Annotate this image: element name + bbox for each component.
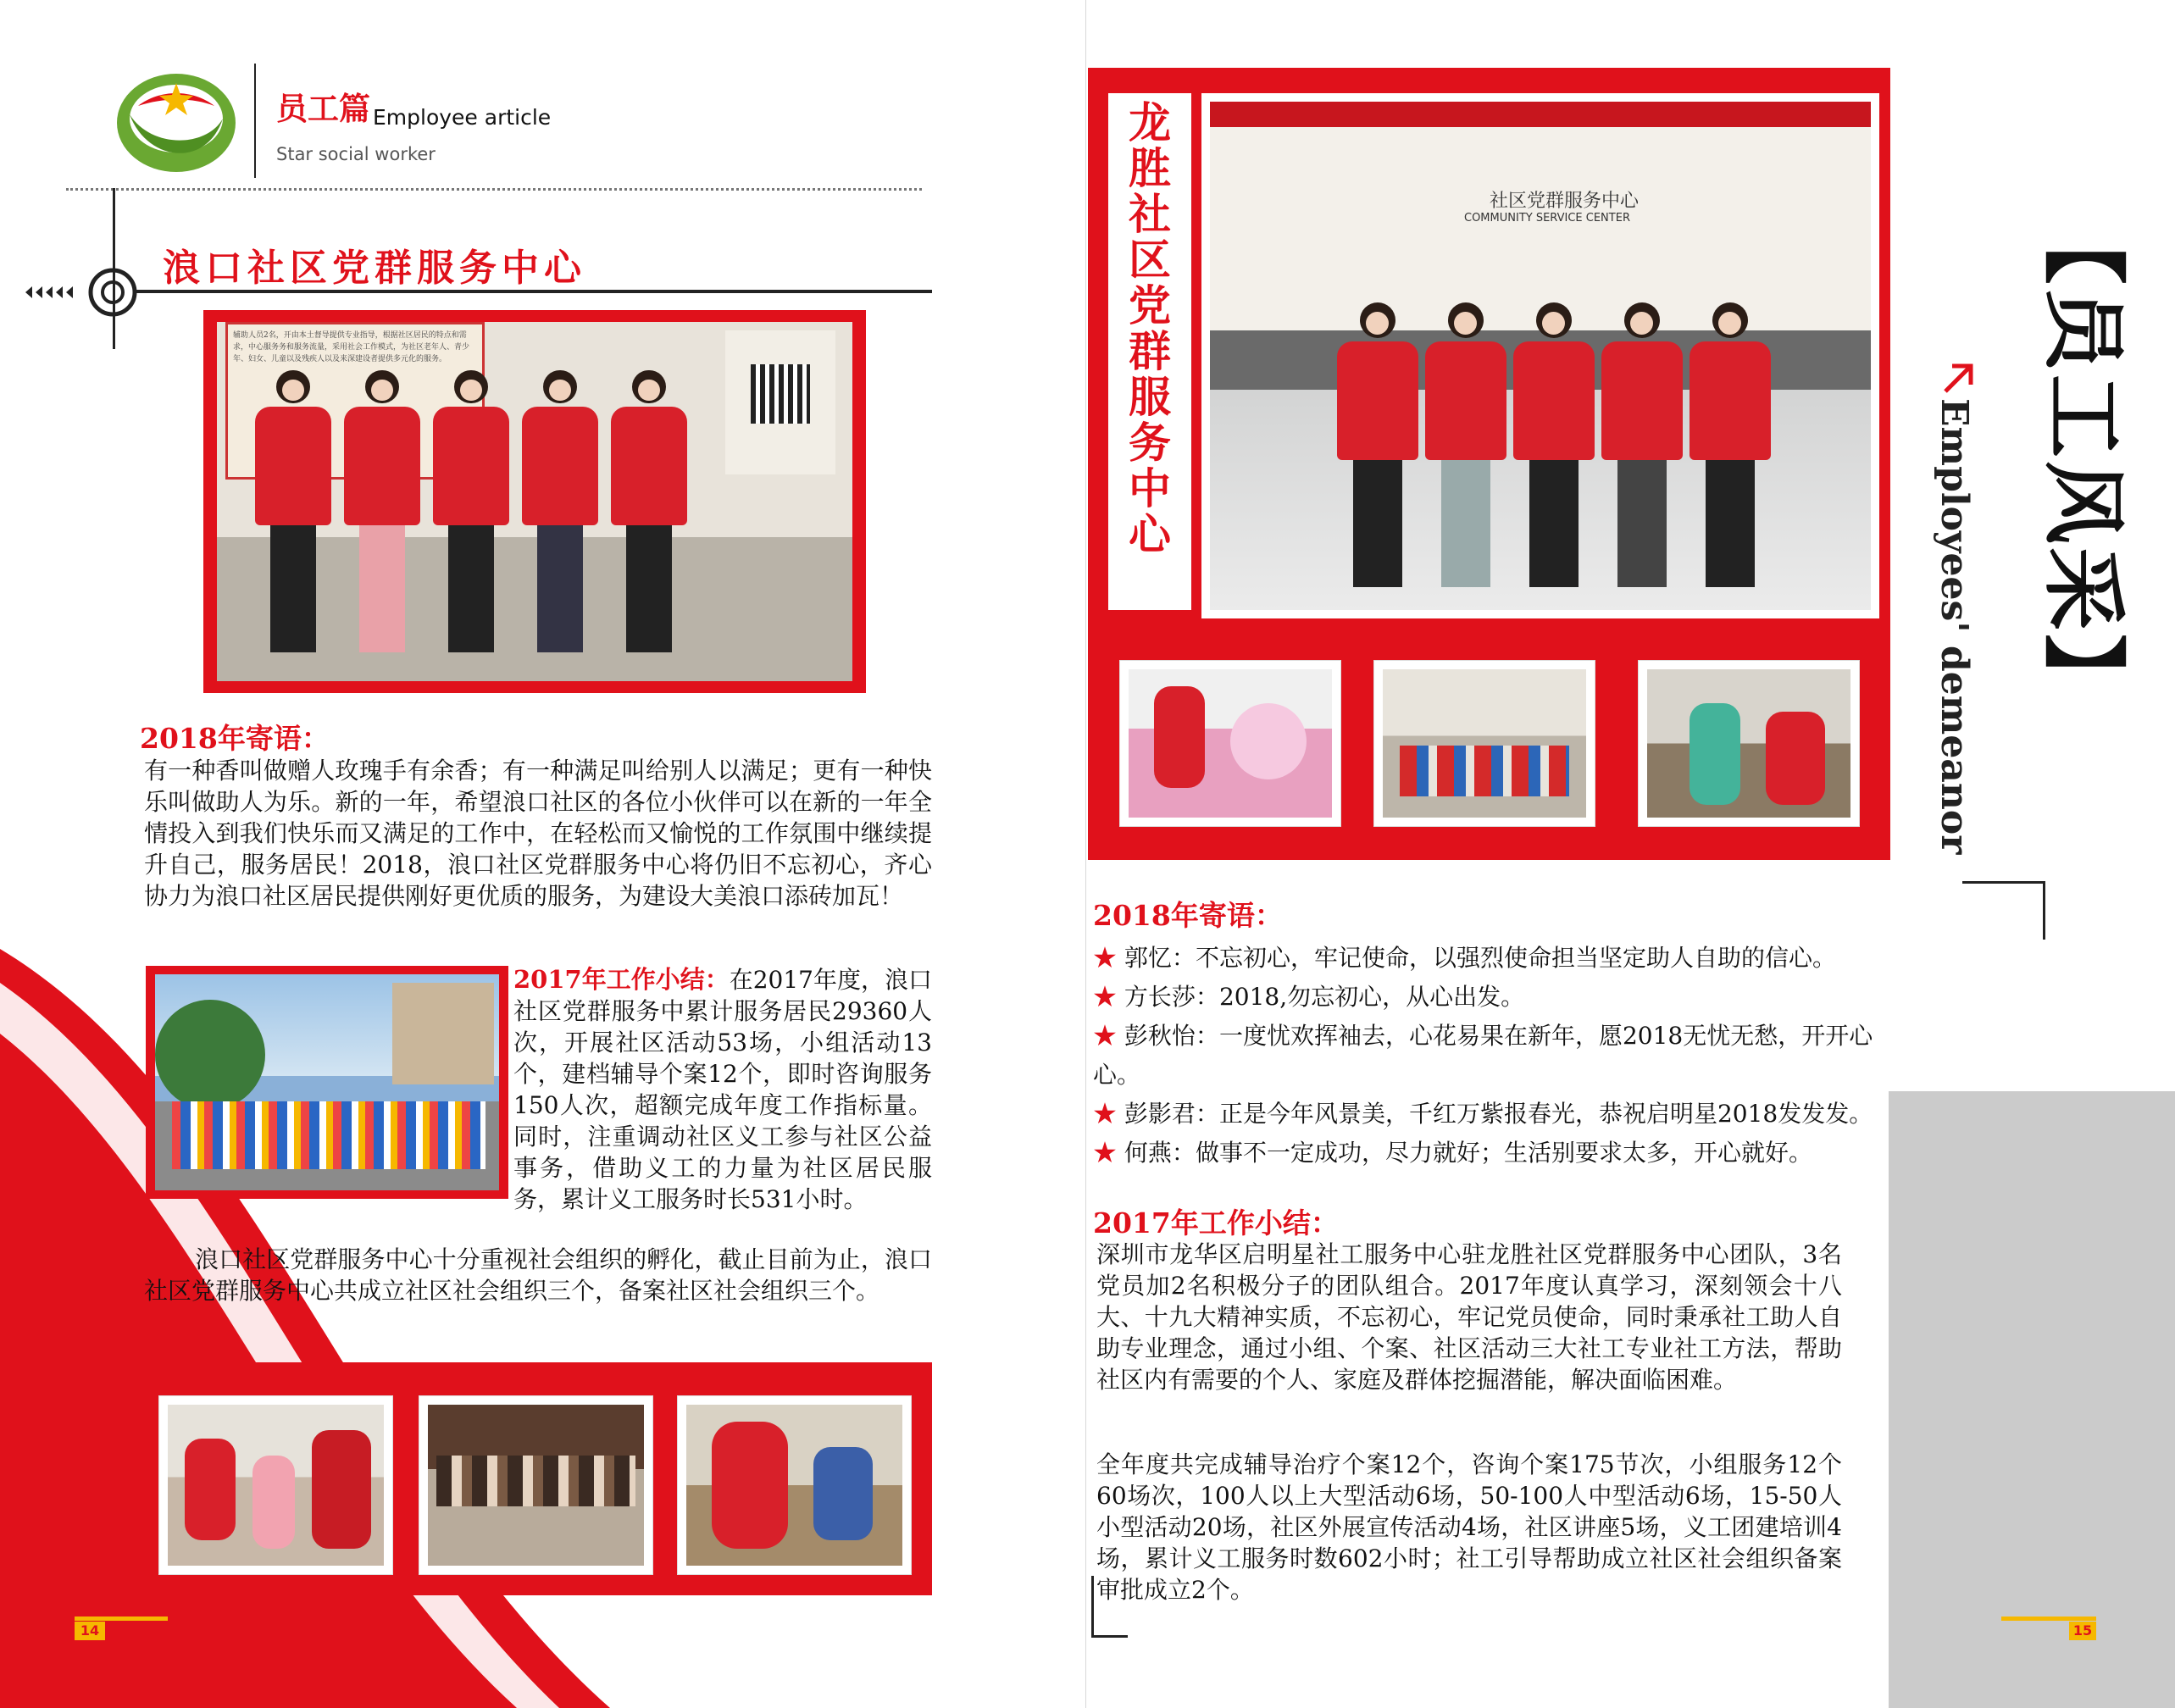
- right-greeting-title: 2018年寄语：: [1093, 899, 1283, 932]
- star-icon: ★: [1093, 1100, 1118, 1128]
- arrow-icon: [1940, 359, 1978, 396]
- right-summary-title: 2017年工作小结：: [1093, 1206, 1339, 1239]
- left-summary-title: 2017年工作小结：: [513, 965, 730, 994]
- wish-item: ★ 方长莎：2018,勿忘初心，从心出发。: [1093, 983, 1525, 1011]
- header-divider: [254, 64, 256, 178]
- left-greeting-body: 有一种香叫做赠人玫瑰手有余香；有一种满足叫给别人以满足；更有一种快乐叫做助人为乐。新的一年，希望浪口社区的各位小伙伴可以在新的一年全情投入到我们快乐而又满足的工作中，在轻松而又愉悦的工作氛围中继续提升自己，服务居民！2018，浪口社区党群服务中心将仍旧不忘初心，齐心协力为浪口社区居民提供刚好更优质的服务，为建设大美浪口添砖加瓦！: [144, 757, 932, 910]
- left-page-number: 14: [75, 1622, 105, 1640]
- grey-block: [1889, 1091, 2175, 1708]
- right-page: [1086, 0, 2175, 1708]
- notice-board: 辅助人员2名，开由本土督导提供专业指导，根据社区居民的特点和需求，中心服务务和服务流量，采用社会工作模式，为社区老年人、青少年、妇女、儿童以及残疾人以及来深建设者提供多元化的服务。: [225, 322, 485, 480]
- left-thumb-2: [419, 1396, 652, 1574]
- wish-item: ★ 何燕：做事不一定成功，尽力就好；生活别要求太多，开心就好。: [1093, 1139, 1812, 1167]
- corner-bracket-top: [1962, 881, 2045, 940]
- right-summary-p1: 深圳市龙华区启明星社工服务中心驻龙胜社区党群服务中心团队，3名党员加2名积极分子的团队组合。2017年度认真学习，深刻领会十八大、十九大精神实质，不忘初心，牢记党员使命，同时秉承社工助人自助专业理念，通过小组、个案、社区活动三大社工专业社工方法，帮助社区内有需要的个人、家庭及群体挖掘潜能，解决面临困难。: [1096, 1240, 1842, 1394]
- left-page: [0, 0, 1086, 1708]
- right-page-number: 15: [2069, 1622, 2096, 1640]
- right-main-photo: [1201, 93, 1879, 618]
- side-title-en-wrap: [1933, 398, 1977, 855]
- photo-sign: 社区党群服务中心: [1490, 191, 1640, 212]
- left-summary-body: 在2017年度，浪口社区党群服务中累计服务居民29360人次，开展社区活动53场，小组活动13个，建档辅导个案12个，即时咨询服务150人次，超额完成年度工作指标量。同时，注重调动社区义工参与社区公益事务，借助义工的力量为社区居民服务，累计义工服务时长531小时。: [513, 966, 933, 1213]
- summary-activity-photo: [155, 974, 499, 1190]
- right-thumb-1: [1120, 661, 1340, 826]
- right-thumb-3: [1639, 661, 1859, 826]
- side-title-en: Employees' demeanor: [1933, 398, 1976, 855]
- right-summary-p2: 全年度共完成辅导治疗个案12个，咨询个案175节次，小组服务12个60场次，100人以上大型活动6场，50-100人中型活动6场，15-50人小型活动20场，社区外展宣传活动4场，社区讲座5场，义工团建培训4场，累计义工服务时数602小时；社工引导帮助成立社区社会组织备案审批成立2个。: [1096, 1450, 1842, 1604]
- logo-icon: [113, 68, 240, 178]
- main-group-photo: [217, 322, 852, 681]
- left-thumb-3: [678, 1396, 911, 1574]
- star-icon: ★: [1093, 944, 1118, 972]
- side-title-cn: 【员工风采】: [2034, 202, 2131, 721]
- right-thumb-2: [1374, 661, 1595, 826]
- vertical-title: 龙胜社区党群服务中心: [1129, 98, 1171, 559]
- section-title-cn: 员工篇: [276, 91, 370, 127]
- section-subtitle: Star social worker: [276, 144, 436, 164]
- left-summary-body-2: 浪口社区党群服务中心十分重视社会组织的孵化，截止目前为止，浪口社区党群服务中心共成立社区社会组织三个，备案社区社会组织三个。: [144, 1245, 932, 1305]
- left-summary: [513, 964, 932, 1215]
- star-icon: ★: [1093, 1022, 1118, 1050]
- left-page-title: 浪口社区党群服务中心: [163, 247, 586, 290]
- page-number-line: [75, 1616, 168, 1621]
- wish-item: ★ 郭忆：不忘初心，牢记使命，以强烈使命担当坚定助人自助的信心。: [1093, 944, 1836, 972]
- wish-list: [1093, 939, 1889, 1173]
- star-icon: ★: [1093, 983, 1118, 1011]
- poster-qr: [725, 330, 835, 474]
- page-number-line-right: [2001, 1616, 2096, 1621]
- section-title-en: Employee article: [373, 105, 552, 130]
- left-greeting-title: 2018年寄语：: [140, 722, 330, 755]
- photo-sign-en: COMMUNITY SERVICE CENTER: [1464, 212, 1630, 225]
- wish-item: ★ 彭影君：正是今年风景美，千红万紫报春光，恭祝启明星2018发发发。: [1093, 1100, 1873, 1128]
- wish-item: ★ 彭秋怡：一度忧欢挥袖去，心花易果在新年，愿2018无忧无愁，开开心心。: [1093, 1022, 1873, 1089]
- left-thumb-1: [159, 1396, 392, 1574]
- star-icon: ★: [1093, 1139, 1118, 1167]
- target-arrow-icon: [25, 263, 144, 322]
- dotted-rule: [66, 188, 922, 191]
